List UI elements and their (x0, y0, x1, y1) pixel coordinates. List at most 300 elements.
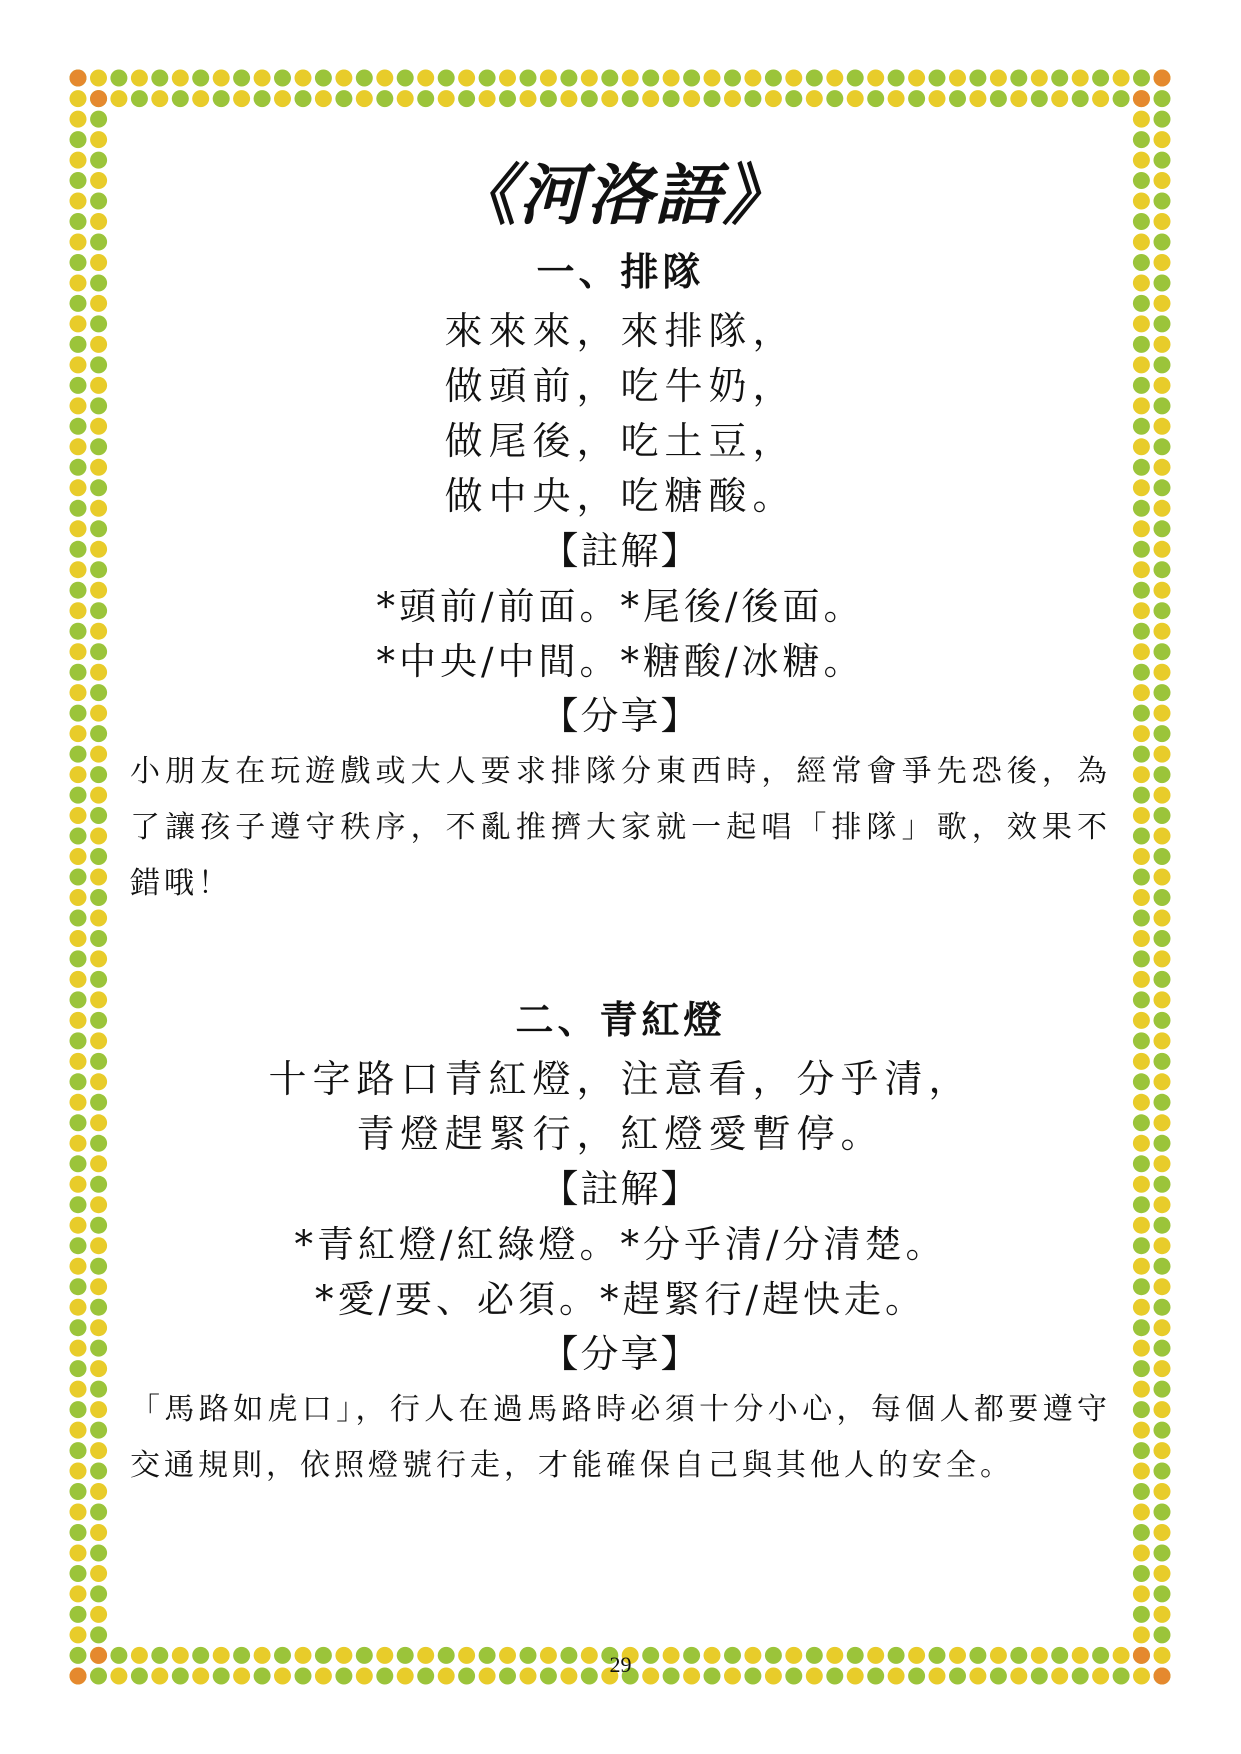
border-dot (1133, 377, 1150, 394)
border-dot (90, 459, 107, 476)
border-dot (90, 746, 107, 763)
border-dot (1154, 766, 1171, 783)
border-dot (724, 70, 741, 87)
border-dot (663, 70, 680, 87)
border-dot (90, 1258, 107, 1275)
border-dot (70, 1504, 87, 1521)
border-dot (704, 90, 721, 107)
border-dot (1154, 1217, 1171, 1234)
border-dot (520, 90, 537, 107)
border-dot (1133, 1565, 1150, 1582)
border-dot (90, 1381, 107, 1398)
border-dot (1154, 991, 1171, 1008)
border-dot (1133, 172, 1150, 189)
border-dot (1133, 725, 1150, 742)
border-dot (1154, 1094, 1171, 1111)
border-dot (1154, 807, 1171, 824)
border-dot (70, 1114, 87, 1131)
share-label: 【分享】 (540, 694, 701, 738)
border-dot (70, 1053, 87, 1070)
border-dot (70, 1032, 87, 1049)
border-dot (1051, 90, 1068, 107)
border-dot (969, 90, 986, 107)
border-dot (1133, 602, 1150, 619)
border-dot (458, 70, 475, 87)
border-dot (90, 1135, 107, 1152)
border-dot (70, 70, 87, 87)
border-dot (70, 1401, 87, 1418)
border-dot (274, 70, 291, 87)
border-dot (1154, 1483, 1171, 1500)
border-dot (1154, 234, 1171, 251)
border-dot (70, 213, 87, 230)
border-dot (765, 70, 782, 87)
border-dot (90, 295, 107, 312)
border-dot (70, 930, 87, 947)
section-heading: 一、排隊 (536, 249, 705, 294)
border-dot (744, 70, 761, 87)
border-dot (90, 172, 107, 189)
border-dot (70, 869, 87, 886)
border-dot (479, 70, 496, 87)
border-dot (70, 438, 87, 455)
border-dot (90, 1340, 107, 1357)
border-dot (70, 1155, 87, 1172)
border-dot (1154, 1032, 1171, 1049)
border-dot (397, 90, 414, 107)
border-dot (1154, 1626, 1171, 1643)
border-dot (70, 1073, 87, 1090)
border-dot (1154, 295, 1171, 312)
border-dot (847, 70, 864, 87)
border-dot (90, 1217, 107, 1234)
border-dot (1133, 889, 1150, 906)
border-dot (1133, 295, 1150, 312)
border-dot (1154, 479, 1171, 496)
border-dot (1154, 582, 1171, 599)
section-spacer (130, 912, 1111, 988)
border-dot (1133, 1217, 1150, 1234)
border-dot (70, 910, 87, 927)
border-dot (70, 377, 87, 394)
border-dot (601, 90, 618, 107)
border-dot (826, 70, 843, 87)
border-dot (1133, 1463, 1150, 1480)
border-dot (1133, 828, 1150, 845)
border-dot (1133, 1278, 1150, 1295)
border-dot (1133, 582, 1150, 599)
border-dot (90, 991, 107, 1008)
border-dot (70, 111, 87, 128)
border-dot (1051, 70, 1068, 87)
border-dot (90, 807, 107, 824)
border-dot (397, 70, 414, 87)
border-dot (990, 70, 1007, 87)
border-dot (1133, 1401, 1150, 1418)
border-dot (1154, 275, 1171, 292)
border-dot (1133, 234, 1150, 251)
border-dot (683, 70, 700, 87)
border-dot (90, 828, 107, 845)
border-dot (1133, 1094, 1150, 1111)
border-dot (1092, 70, 1109, 87)
border-dot (356, 70, 373, 87)
border-dot (70, 684, 87, 701)
border-dot (90, 848, 107, 865)
border-dot (1133, 479, 1150, 496)
border-dot (1133, 418, 1150, 435)
border-dot (376, 70, 393, 87)
page-title: 《河洛語》 (450, 156, 791, 234)
border-dot (90, 254, 107, 271)
border-dot (520, 70, 537, 87)
share-label: 【分享】 (540, 1332, 701, 1376)
border-dot (499, 90, 516, 107)
border-dot (785, 90, 802, 107)
border-dot (90, 131, 107, 148)
border-dot (1154, 602, 1171, 619)
border-dot (1154, 1278, 1171, 1295)
border-dot (1154, 1545, 1171, 1562)
border-dot (70, 971, 87, 988)
border-dot (1154, 70, 1171, 87)
border-dot (90, 90, 107, 107)
border-dot (1154, 459, 1171, 476)
border-dot (90, 1053, 107, 1070)
section-traffic-light (130, 988, 1111, 1494)
border-dot (479, 90, 496, 107)
border-dot (1154, 1196, 1171, 1213)
border-dot (70, 991, 87, 1008)
border-dot (1113, 90, 1130, 107)
border-dot (1133, 1422, 1150, 1439)
border-dot (724, 90, 741, 107)
border-dot (1133, 213, 1150, 230)
border-dot (1154, 1258, 1171, 1275)
border-dot (1154, 1606, 1171, 1623)
border-dot (90, 602, 107, 619)
border-dot (1154, 705, 1171, 722)
border-dot (70, 418, 87, 435)
border-dot (1154, 623, 1171, 640)
border-dot (1133, 111, 1150, 128)
border-dot (1154, 418, 1171, 435)
border-dot (1133, 1524, 1150, 1541)
border-dot (1154, 1565, 1171, 1582)
border-dot (70, 746, 87, 763)
border-dot (1154, 889, 1171, 906)
border-dot (642, 70, 659, 87)
border-dot (1133, 1073, 1150, 1090)
border-dot (929, 90, 946, 107)
section-heading: 二、青紅燈 (515, 997, 726, 1042)
border-dot (70, 479, 87, 496)
border-dot (70, 500, 87, 517)
border-dot (540, 70, 557, 87)
border-dot (1154, 1401, 1171, 1418)
border-dot (70, 1237, 87, 1254)
border-dot (1154, 1299, 1171, 1316)
border-dot (131, 70, 148, 87)
border-dot (929, 70, 946, 87)
border-dot (1133, 807, 1150, 824)
border-dot (70, 1135, 87, 1152)
border-dot (90, 70, 107, 87)
border-dot (70, 1565, 87, 1582)
border-dot (1133, 643, 1150, 660)
border-dot (1154, 397, 1171, 414)
border-dot (581, 90, 598, 107)
border-dot (70, 828, 87, 845)
border-dot (70, 1176, 87, 1193)
border-dot (1133, 459, 1150, 476)
border-dot (90, 438, 107, 455)
border-dot (1154, 848, 1171, 865)
border-dot (70, 848, 87, 865)
border-dot (295, 90, 312, 107)
verse-line: 做頭前，吃牛奶， (444, 364, 797, 408)
border-dot (90, 1114, 107, 1131)
border-dot (1154, 930, 1171, 947)
border-dot (233, 90, 250, 107)
border-dot (90, 336, 107, 353)
border-dot (1133, 1545, 1150, 1562)
border-dot (1133, 1196, 1150, 1213)
border-dot (1133, 500, 1150, 517)
border-dot (1133, 397, 1150, 414)
border-dot (1154, 213, 1171, 230)
border-dot (151, 90, 168, 107)
border-dot (1154, 1155, 1171, 1172)
border-dot (70, 561, 87, 578)
border-dot (499, 70, 516, 87)
border-dot (1154, 1504, 1171, 1521)
note-line: *中央/中間。*糖酸/冰糖。 (376, 640, 865, 683)
border-dot (1154, 1114, 1171, 1131)
border-dot (70, 1278, 87, 1295)
border-dot (90, 356, 107, 373)
border-dot (70, 787, 87, 804)
border-dot (1154, 1381, 1171, 1398)
border-dot (683, 90, 700, 107)
border-dot (1154, 377, 1171, 394)
border-dot (1154, 1422, 1171, 1439)
border-dot (1113, 70, 1130, 87)
border-dot (192, 70, 209, 87)
border-dot (70, 1012, 87, 1029)
border-dot (70, 520, 87, 537)
border-dot (70, 152, 87, 169)
border-dot (110, 90, 127, 107)
border-dot (1133, 1114, 1150, 1131)
border-dot (1154, 1442, 1171, 1459)
border-dot (90, 910, 107, 927)
border-dot (704, 70, 721, 87)
border-dot (1154, 1463, 1171, 1480)
border-dot (70, 90, 87, 107)
border-dot (70, 1422, 87, 1439)
border-dot (1133, 1585, 1150, 1602)
verse-line: 來來來，來排隊， (444, 309, 797, 353)
border-dot (1133, 356, 1150, 373)
border-dot (438, 70, 455, 87)
border-dot (70, 131, 87, 148)
border-dot (560, 70, 577, 87)
border-dot (90, 561, 107, 578)
border-dot (70, 541, 87, 558)
border-dot (765, 90, 782, 107)
border-dot (867, 70, 884, 87)
border-dot (90, 971, 107, 988)
page-number: 29 (609, 1652, 632, 1677)
border-dot (90, 418, 107, 435)
border-dot (70, 623, 87, 640)
border-dot (908, 90, 925, 107)
border-dot (1133, 705, 1150, 722)
border-dot (1154, 336, 1171, 353)
border-dot (295, 70, 312, 87)
border-dot (70, 766, 87, 783)
border-dot (1154, 315, 1171, 332)
border-dot (70, 643, 87, 660)
border-dot (90, 500, 107, 517)
border-dot (70, 1483, 87, 1500)
border-dot (70, 254, 87, 271)
border-dot (70, 1463, 87, 1480)
border-dot (1154, 1135, 1171, 1152)
border-dot (90, 1319, 107, 1336)
border-dot (90, 1524, 107, 1541)
border-dot (90, 787, 107, 804)
border-dot (70, 1442, 87, 1459)
border-dot (1133, 152, 1150, 169)
border-dot (70, 1626, 87, 1643)
border-dot (90, 275, 107, 292)
border-dot (90, 1176, 107, 1193)
border-dot (70, 1545, 87, 1562)
border-dot (1133, 1381, 1150, 1398)
border-dot (1154, 520, 1171, 537)
border-dot (90, 1196, 107, 1213)
border-dot (969, 70, 986, 87)
border-dot (1154, 787, 1171, 804)
border-dot (1154, 1360, 1171, 1377)
border-dot (1133, 1442, 1150, 1459)
border-dot (90, 1155, 107, 1172)
border-dot (1133, 787, 1150, 804)
border-dot (581, 70, 598, 87)
border-dot (70, 336, 87, 353)
border-dot (90, 1504, 107, 1521)
border-dot (90, 869, 107, 886)
border-dot (90, 1360, 107, 1377)
border-dot (274, 90, 291, 107)
border-dot (417, 90, 434, 107)
border-dot (1154, 438, 1171, 455)
border-dot (1154, 500, 1171, 517)
border-dot (1154, 684, 1171, 701)
border-dot (1154, 111, 1171, 128)
border-dot (1133, 910, 1150, 927)
border-dot (90, 950, 107, 967)
border-dot (1154, 869, 1171, 886)
border-dot (438, 90, 455, 107)
border-dot (1133, 971, 1150, 988)
border-dot (1133, 1237, 1150, 1254)
border-dot (172, 90, 189, 107)
border-dot (70, 1340, 87, 1357)
border-dot (70, 1381, 87, 1398)
border-dot (335, 90, 352, 107)
border-dot (90, 643, 107, 660)
border-dot (90, 111, 107, 128)
border-dot (1133, 520, 1150, 537)
border-dot (90, 1073, 107, 1090)
border-dot (1133, 131, 1150, 148)
border-dot (1010, 70, 1027, 87)
verse-line: 青燈趕緊行，紅燈愛暫停。 (356, 1112, 885, 1156)
border-dot (90, 623, 107, 640)
border-dot (1154, 541, 1171, 558)
border-dot (70, 664, 87, 681)
border-dot (70, 1196, 87, 1213)
border-dot (1133, 1626, 1150, 1643)
border-dot (151, 70, 168, 87)
border-dot (192, 90, 209, 107)
border-dot (1133, 1606, 1150, 1623)
border-dot (908, 70, 925, 87)
border-dot (131, 90, 148, 107)
border-dot (1133, 930, 1150, 947)
border-dot (1154, 152, 1171, 169)
border-dot (1133, 1032, 1150, 1049)
border-dot (70, 1217, 87, 1234)
border-dot (1133, 950, 1150, 967)
border-dot (1133, 1135, 1150, 1152)
border-dot (744, 90, 761, 107)
border-dot (1133, 1176, 1150, 1193)
border-dot (540, 90, 557, 107)
border-dot (601, 70, 618, 87)
page-content (130, 150, 1111, 1494)
border-dot (90, 234, 107, 251)
border-dot (70, 807, 87, 824)
border-dot (1031, 90, 1048, 107)
border-dot (1154, 1012, 1171, 1029)
border-dot (90, 1463, 107, 1480)
border-dot (70, 889, 87, 906)
border-dot (1133, 541, 1150, 558)
border-dot (1133, 315, 1150, 332)
border-dot (1133, 1299, 1150, 1316)
border-dot (70, 356, 87, 373)
border-dot (785, 70, 802, 87)
border-dot (90, 705, 107, 722)
border-dot (70, 602, 87, 619)
border-dot (1154, 90, 1171, 107)
border-dot (90, 541, 107, 558)
border-dot (254, 90, 271, 107)
border-dot (70, 1094, 87, 1111)
border-dot (90, 1422, 107, 1439)
border-dot (70, 1360, 87, 1377)
border-dot (826, 90, 843, 107)
border-dot (1154, 828, 1171, 845)
border-dot (90, 397, 107, 414)
border-dot (70, 1258, 87, 1275)
border-dot (1133, 664, 1150, 681)
border-dot (213, 90, 230, 107)
